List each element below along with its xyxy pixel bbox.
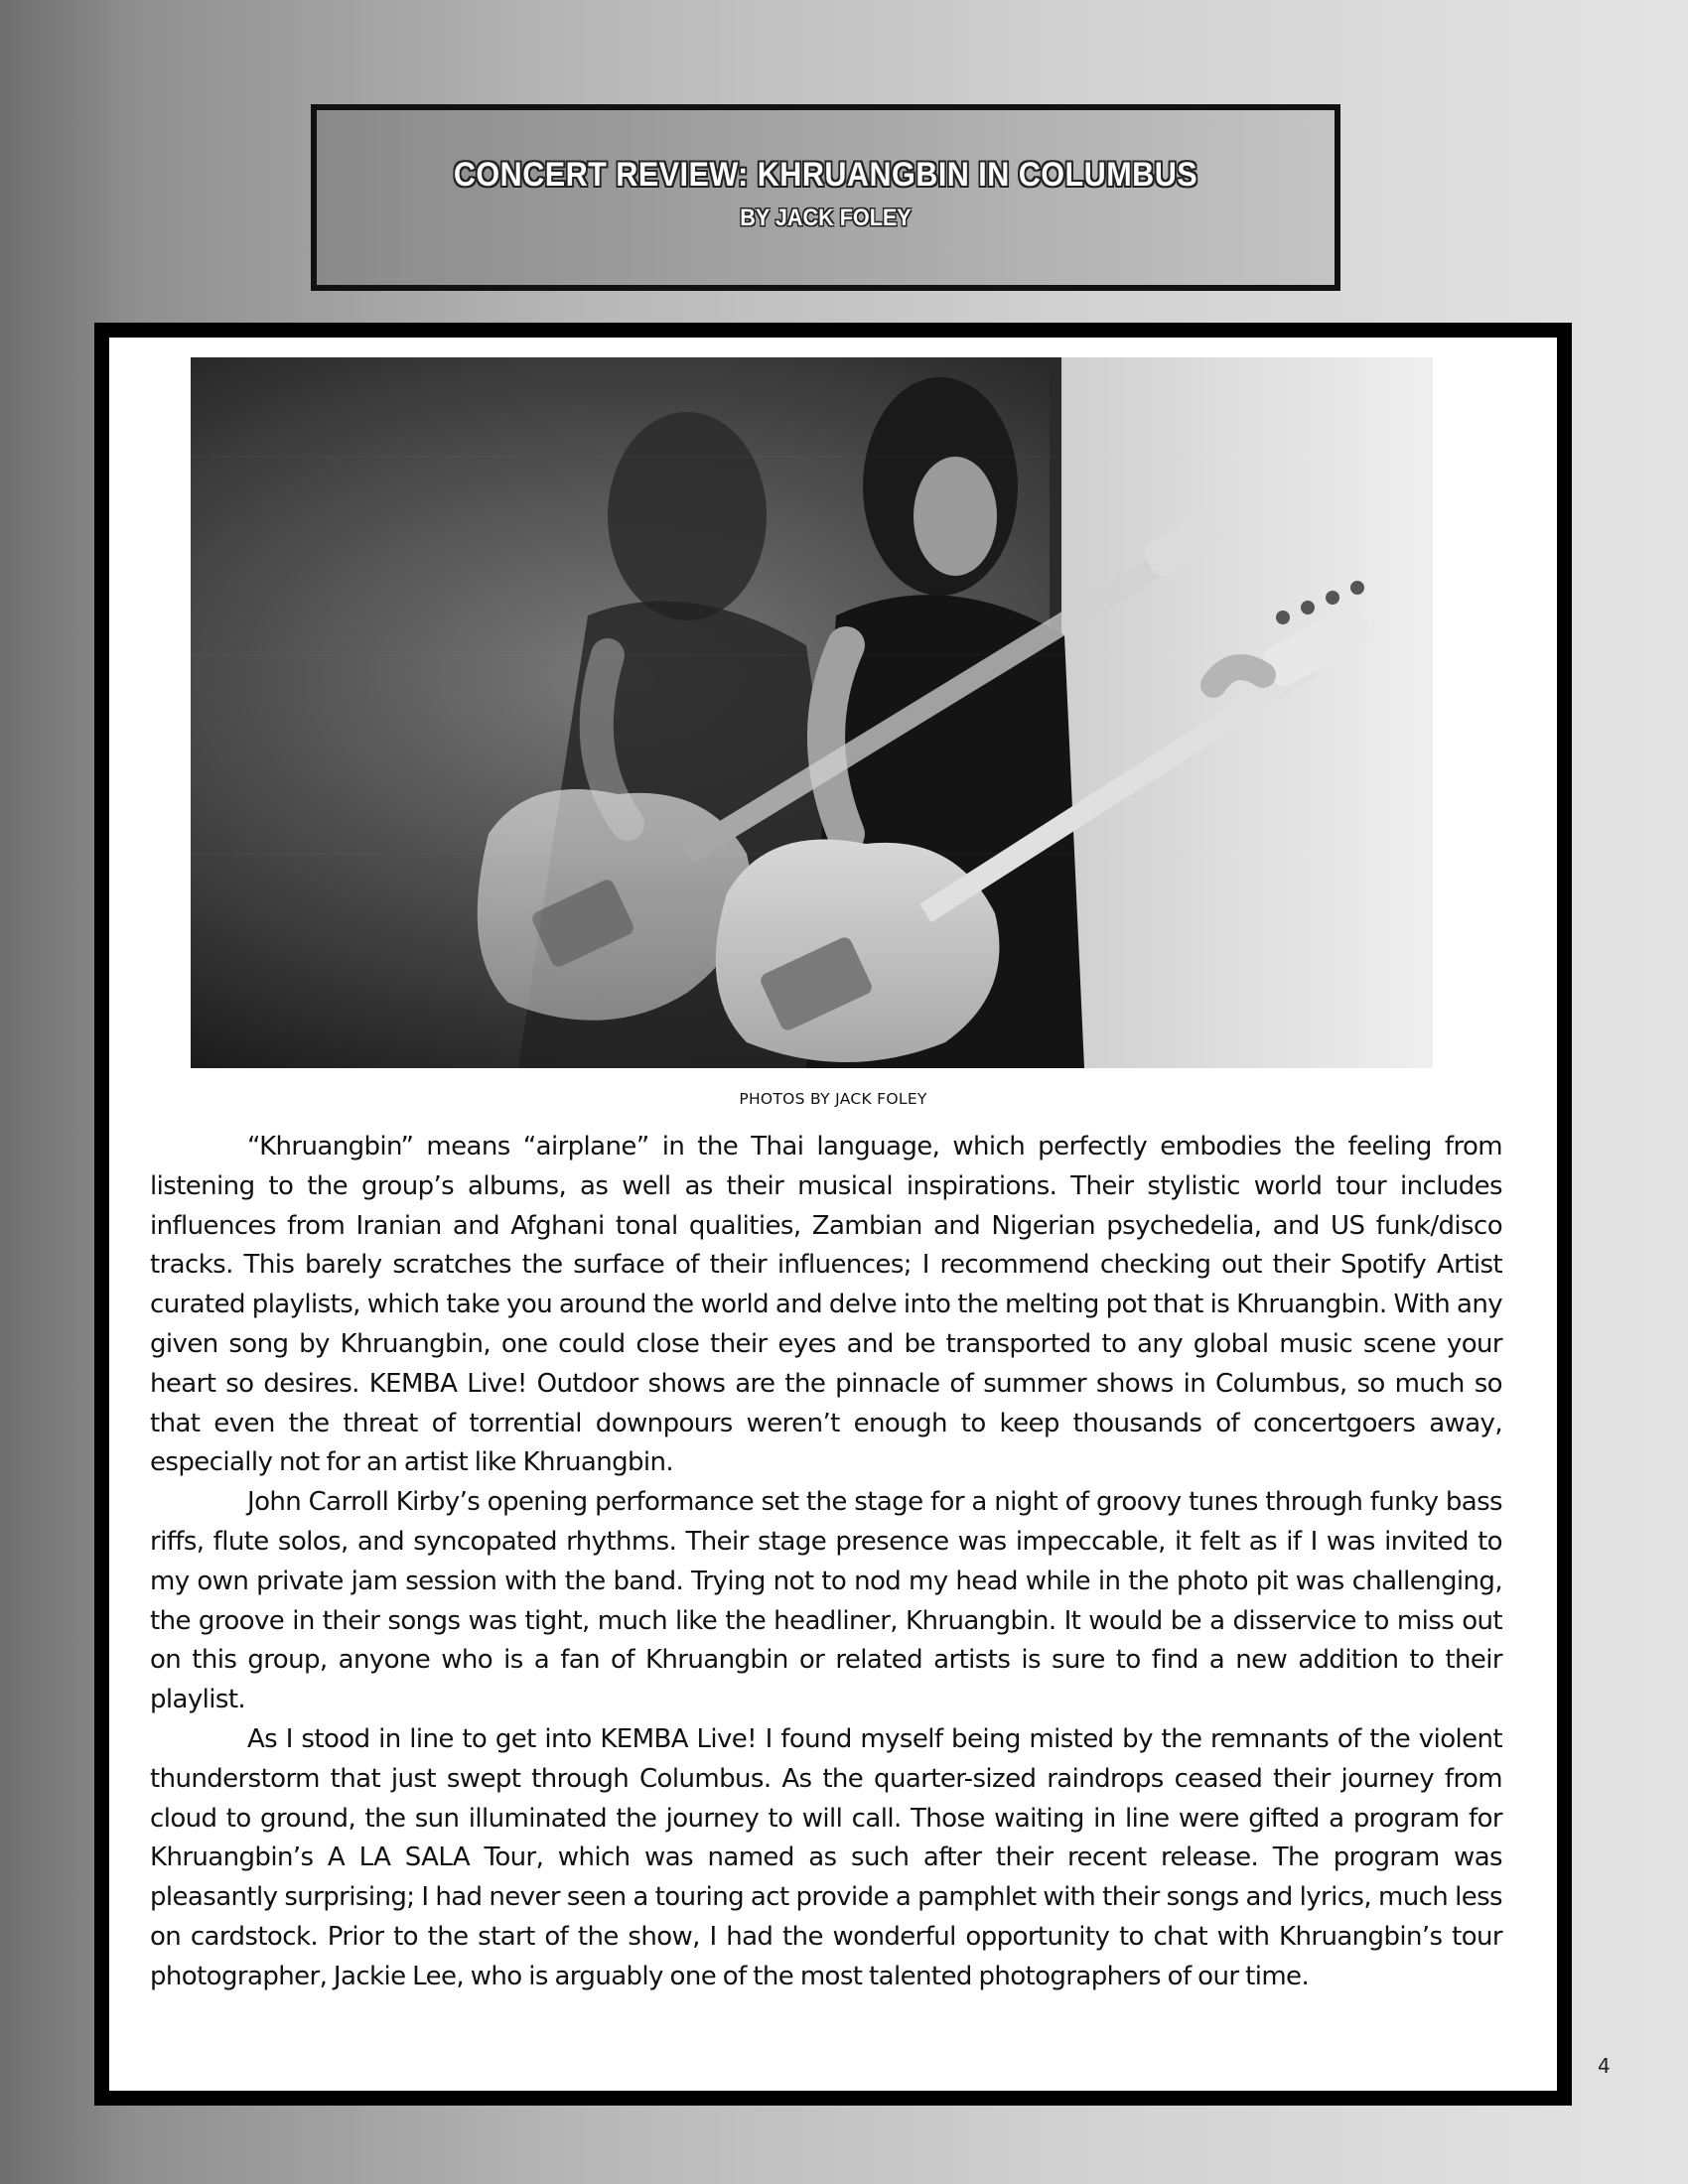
title-box [311, 104, 1340, 291]
paragraph-2: John Carroll Kirby’s opening performance set the stage for a night of groovy tunes through funky bass riffs, flute solos, and syncopated rhythms. Their stage presence was impeccable, it felt as if I was invited to my own private jam session with the band. Trying not to nod my head while in the photo pit was challenging, the groove in their songs was tight, much like the headliner, Khruangbin. It would be a disservice to miss out on this group, anyone who is a fan of Khruangbin or related artists is sure to find a new addition to their playlist. [150, 1487, 1502, 1715]
concert-photo [191, 357, 1433, 1068]
paragraph-3: As I stood in line to get into KEMBA Live! I found myself being misted by the remnants of the violent thunderstorm that just swept through Columbus. As the quarter-sized raindrops ceased their journey from cloud to ground, the sun illuminated the journey to will call. Those waiting in line were gifted a program for Khruangbin’s A LA SALA Tour, which was named as such after their recent release. The program was pleasantly surprising; I had never seen a touring act provide a pamphlet with their songs and lyrics, much less on cardstock. Prior to the start of the show, I had the wonderful opportunity to chat with Khruangbin’s tour photographer, Jackie Lee, who is arguably one of the most talented photographers of our time. [150, 1723, 1502, 1991]
page-number: 4 [1598, 2054, 1611, 2078]
article-body [150, 1128, 1502, 1997]
article-title: CONCERT REVIEW: KHRUANGBIN IN COLUMBUS [453, 156, 1198, 194]
photo-caption: PHOTOS BY JACK FOLEY [739, 1090, 927, 1108]
article-byline: BY JACK FOLEY [740, 205, 912, 231]
paragraph-1: “Khruangbin” means “airplane” in the Thai language, which perfectly embodies the feeling from listening to the group’s albums, as well as their musical inspirations. Their stylistic world tour includes influences from Iranian and Afghani tonal qualities, Zambian and Nigerian psychedelia, and US funk/disco tracks. This barely scratches the surface of their influences; I recommend checking out their Spotify Artist curated playlists, which take you around the world and delve into the melting pot that is Khruangbin. With any given song by Khruangbin, one could close their eyes and be transported to any global music scene your heart so desires. KEMBA Live! Outdoor shows are the pinnacle of summer shows in Columbus, so much so that even the threat of torrential downpours weren’t enough to keep thousands of concertgoers away, especially not for an artist like Khruangbin. [150, 1132, 1502, 1478]
